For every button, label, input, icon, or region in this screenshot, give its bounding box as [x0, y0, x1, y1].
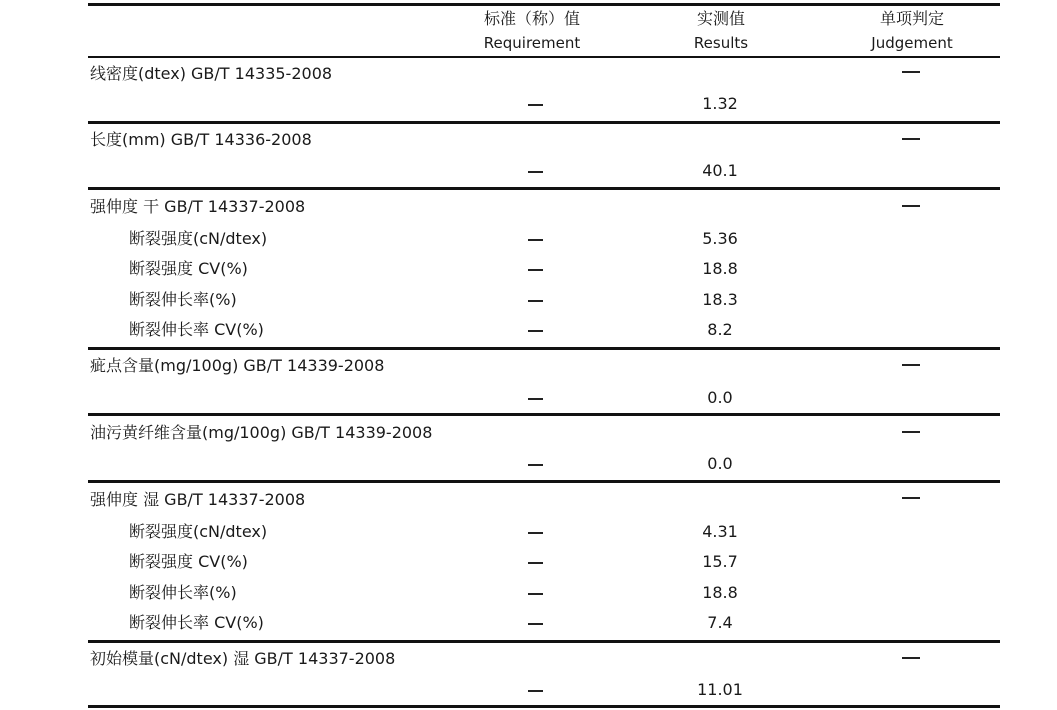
- header-requirement-en: Requirement: [483, 34, 581, 52]
- judgement-dash: [902, 364, 920, 366]
- judgement-dash: [902, 497, 920, 499]
- requirement-dash: [528, 593, 543, 595]
- requirement-dash: [528, 300, 543, 302]
- section-rule: [88, 413, 1000, 416]
- row-label: 断裂伸长率(%): [129, 583, 237, 602]
- row-label: 断裂强度(cN/dtex): [129, 522, 268, 541]
- section-title: 线密度(dtex) GB/T 14335-2008: [90, 64, 333, 83]
- section-rule: [88, 121, 1000, 124]
- result-value: 15.7: [702, 552, 738, 571]
- requirement-dash: [528, 239, 543, 241]
- judgement-dash: [902, 431, 920, 433]
- requirement-dash: [528, 464, 543, 466]
- requirement-dash: [528, 532, 543, 534]
- header-judgement-en: Judgement: [871, 34, 953, 52]
- section-title: 初始模量(cN/dtex) 湿 GB/T 14337-2008: [90, 649, 396, 668]
- result-value: 0.0: [707, 388, 733, 407]
- row-label: 断裂伸长率 CV(%): [129, 613, 264, 632]
- result-value: 40.1: [702, 161, 738, 180]
- row-label: 断裂强度 CV(%): [129, 552, 248, 571]
- requirement-dash: [528, 623, 543, 625]
- section-rule: [88, 347, 1000, 350]
- row-label: 断裂强度(cN/dtex): [129, 229, 268, 248]
- judgement-dash: [902, 657, 920, 659]
- result-value: 5.36: [702, 229, 738, 248]
- result-value: 0.0: [707, 454, 733, 473]
- section-title: 油污黄纤维含量(mg/100g) GB/T 14339-2008: [90, 423, 433, 442]
- result-value: 11.01: [697, 680, 743, 699]
- requirement-dash: [528, 690, 543, 692]
- section-rule: [88, 640, 1000, 643]
- header-rule: [88, 56, 1000, 58]
- row-label: 断裂伸长率 CV(%): [129, 320, 264, 339]
- section-title: 疵点含量(mg/100g) GB/T 14339-2008: [90, 356, 385, 375]
- header-results-cn: 实测值: [696, 9, 746, 28]
- table-top-rule: [88, 3, 1000, 6]
- result-value: 4.31: [702, 522, 738, 541]
- requirement-dash: [528, 104, 543, 106]
- result-value: 18.8: [702, 583, 738, 602]
- header-requirement-cn: 标准（称）值: [483, 9, 581, 28]
- result-value: 1.32: [702, 94, 738, 113]
- requirement-dash: [528, 269, 543, 271]
- section-title: 强伸度 湿 GB/T 14337-2008: [90, 490, 306, 509]
- requirement-dash: [528, 398, 543, 400]
- requirement-dash: [528, 562, 543, 564]
- result-value: 18.3: [702, 290, 738, 309]
- header-judgement-cn: 单项判定: [879, 9, 945, 28]
- result-value: 18.8: [702, 259, 738, 278]
- requirement-dash: [528, 330, 543, 332]
- judgement-dash: [902, 205, 920, 207]
- judgement-dash: [902, 71, 920, 73]
- result-value: 8.2: [707, 320, 733, 339]
- section-title: 强伸度 干 GB/T 14337-2008: [90, 197, 306, 216]
- section-title: 长度(mm) GB/T 14336-2008: [90, 130, 312, 149]
- row-label: 断裂伸长率(%): [129, 290, 237, 309]
- section-rule: [88, 187, 1000, 190]
- row-label: 断裂强度 CV(%): [129, 259, 248, 278]
- result-value: 7.4: [707, 613, 733, 632]
- table-bottom-rule: [88, 705, 1000, 708]
- judgement-dash: [902, 138, 920, 140]
- header-results-en: Results: [693, 34, 749, 52]
- requirement-dash: [528, 171, 543, 173]
- section-rule: [88, 480, 1000, 483]
